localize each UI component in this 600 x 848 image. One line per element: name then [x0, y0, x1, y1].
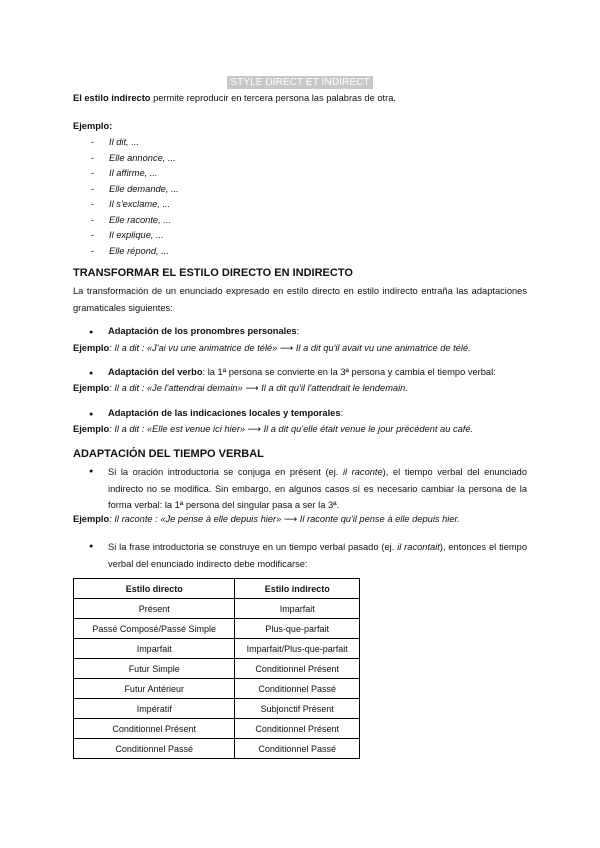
table-cell: Conditionnel Passé: [235, 739, 360, 759]
table-cell: Subjonctif Présent: [235, 699, 360, 719]
title-container: [0, 72, 600, 90]
table-header-cell: Estilo directo: [74, 579, 235, 599]
item2-example: Ejemplo: Il a dit : «Je l'attendrai demain» ⟶ Il a dit qu'il l'attendrait le lendemain.: [73, 383, 408, 393]
table-row: [74, 639, 360, 659]
section2-bullet2: Si la frase introductoria se construye en un tiempo verbal pasado (ej. il racontait), entonces el tiempo verbal del enunciado indirecto debe modificarse:: [108, 542, 527, 569]
table-header-row: [74, 579, 360, 599]
item1-line: Adaptación de los pronombres personales:: [108, 326, 300, 336]
table-row: [74, 599, 360, 619]
table-cell: Conditionnel Présent: [235, 659, 360, 679]
document-page: STYLE DIRECT ET INDIRECT El estilo indirecto permite reproducir en tercera persona las palabras de otra. Ejemplo: - Il dit, ... - Elle annonce, ... - Il affirme, ... - Elle demande, ... - Il s'exclame, ... - Elle raconte, ... - Il explique, ... - Elle répond, ... TRANSFORMAR EL ESTILO DIRECTO EN INDIRECTO La transformación de un enunciado expresado en estilo directo en estilo indirecto entraña las adaptaciones gramaticales siguientes: ● Adaptación de los pronombres personales: Ejemplo: Il a dit : «J'ai vu une animatrice de télé» ⟶ Il a dit qu'il avait vu une animatrice de télé. ● Adaptación del verbo: la 1ª persona se convierte en la 3ª persona y cambia el tiempo verbal: Ejemplo: Il a dit : «Je l'attendrai demain» ⟶ Il a dit qu'il l'attendrait le lendemain. ● Adaptación de las indicaciones locales y temporales: Ejemplo: Il a dit : «Elle est venue ici hier» ⟶ Il a dit qu'elle était venue le jour précédent au café. ADAPTACIÓN DEL TIEMPO VERBAL ● Si la oración introductoria se conjuga en présent (ej. il raconte), el tiempo verbal del enunciado indirecto no se modifica. Sin embargo, en algunos casos sí es necesario cambiar la persona de la forma verbal: la 1ª persona del singular pasa a ser la 3ª. Ejemplo: Il raconte : «Je pense à elle depuis hier» ⟶ Il raconte qu'il pense à elle depuis hier. ● Si la frase introductoria se construye en un tiempo verbal pasado (ej. il racontait), entonces el tiempo verbal del enunciado indirecto debe modificarse: Estilo directo Estilo indirecto Présent Imparfait Passé Composé/Passé Simple Plus-que-parfait Imparfait Imparfait/Plus-que-parfait Futur Simple Conditionnel Présent Futur Antérieur Conditionnel Passé Impératif Subjonctif Présent Conditionnel Présent Conditionnel Présent Conditionnel Passé Conditionnel Passé: [0, 0, 600, 848]
bullet-icon: ●: [89, 370, 94, 377]
table-row: [74, 619, 360, 639]
section2-heading: ADAPTACIÓN DEL TIEMPO VERBAL: [73, 448, 264, 460]
table-cell: Présent: [74, 599, 235, 619]
item2-line: Adaptación del verbo: la 1ª persona se convierte en la 3ª persona y cambia el tiempo verbal:: [108, 367, 496, 377]
intro-rest: permite reproducir en tercera persona las palabras de otra.: [150, 93, 396, 103]
table-row: [74, 719, 360, 739]
table-header-cell: Estilo indirecto: [235, 579, 360, 599]
table-row: [74, 679, 360, 699]
table-cell: Futur Antérieur: [74, 679, 235, 699]
item1-example: Ejemplo: Il a dit : «J'ai vu une animatrice de télé» ⟶ Il a dit qu'il avait vu une animatrice de télé.: [73, 343, 471, 353]
section1-text: La transformación de un enunciado expresado en estilo directo en estilo indirecto entraña las adaptaciones gramaticales siguientes:: [73, 286, 527, 313]
bullet-icon: ●: [89, 543, 94, 550]
table-cell: Impératif: [74, 699, 235, 719]
table-row: [74, 739, 360, 759]
bullet-icon: ●: [89, 329, 94, 336]
section1-heading: TRANSFORMAR EL ESTILO DIRECTO EN INDIRECTO: [73, 267, 353, 279]
table-row: [74, 659, 360, 679]
bullet-icon: ●: [89, 411, 94, 418]
section2-bullet1: Si la oración introductoria se conjuga en présent (ej. il raconte), el tiempo verbal del enunciado indirecto no se modifica. Sin embargo, en algunos casos sí es necesario cambiar la persona de la forma verbal: la 1ª persona del singular pasa a ser la 3ª.: [108, 467, 527, 510]
table-cell: Passé Composé/Passé Simple: [74, 619, 235, 639]
table-cell: Imparfait: [74, 639, 235, 659]
item3-line: Adaptación de las indicaciones locales y temporales:: [108, 408, 344, 418]
table-cell: Conditionnel Présent: [74, 719, 235, 739]
ejemplo-label: Ejemplo:: [73, 121, 113, 131]
table-cell: Imparfait/Plus-que-parfait: [235, 639, 360, 659]
intro-bold: El estilo indirecto: [73, 93, 151, 103]
table-cell: Conditionnel Passé: [74, 739, 235, 759]
intro-line: [73, 93, 396, 103]
bullet-icon: ●: [89, 468, 94, 475]
tense-table: [73, 578, 360, 759]
table-cell: Plus-que-parfait: [235, 619, 360, 639]
section2-example: Ejemplo: Il raconte : «Je pense à elle depuis hier» ⟶ Il raconte qu'il pense à elle depuis hier.: [73, 514, 460, 524]
table-cell: Conditionnel Présent: [235, 719, 360, 739]
table-row: [74, 699, 360, 719]
page-title: STYLE DIRECT ET INDIRECT: [227, 76, 372, 89]
table-cell: Futur Simple: [74, 659, 235, 679]
table-cell: Imparfait: [235, 599, 360, 619]
table-cell: Conditionnel Passé: [235, 679, 360, 699]
item3-example: Ejemplo: Il a dit : «Elle est venue ici hier» ⟶ Il a dit qu'elle était venue le jour précédent au café.: [73, 424, 474, 434]
